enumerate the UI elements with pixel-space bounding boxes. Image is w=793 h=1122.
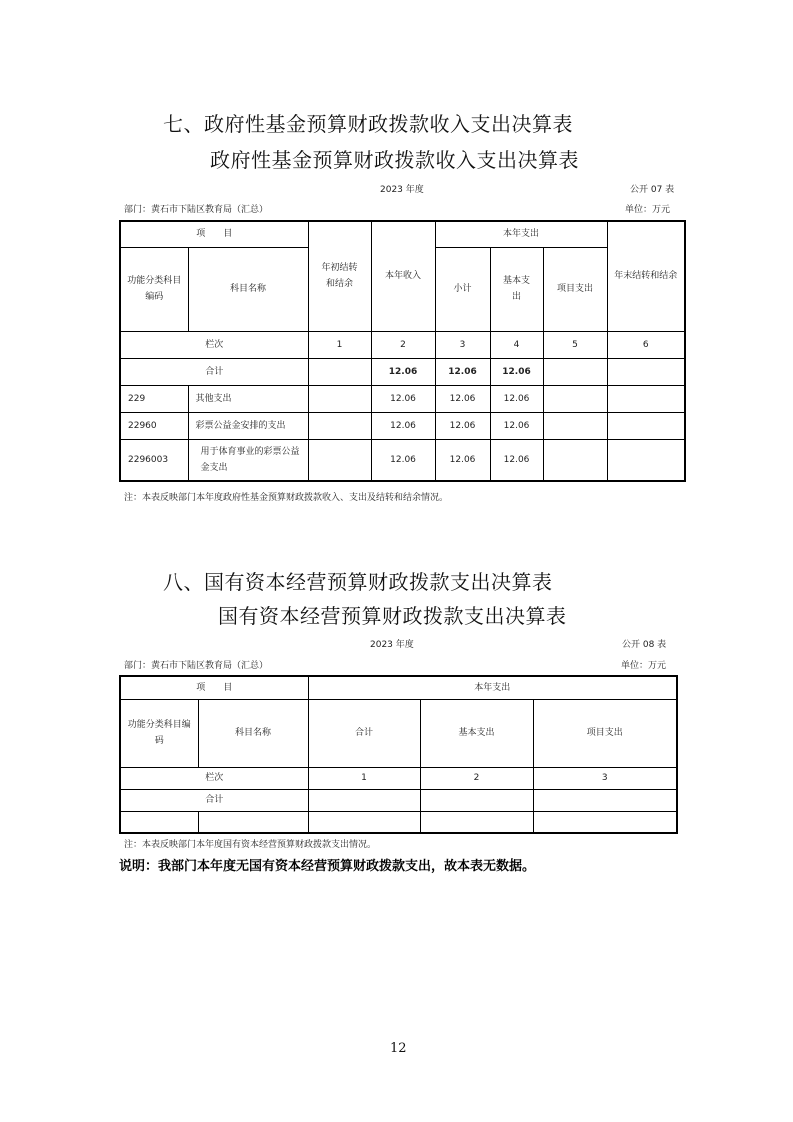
row-code: 229 [120, 385, 188, 412]
row-begin [308, 439, 371, 481]
col-row-label: 栏次 [120, 767, 308, 789]
row-code: 22960 [120, 412, 188, 439]
row-income: 12.06 [371, 412, 435, 439]
row-end [607, 439, 685, 481]
row-subtotal: 12.06 [435, 412, 490, 439]
section8-form-no: 公开 08 表 [622, 640, 667, 650]
header-item: 项 目 [120, 221, 308, 247]
header-end-balance: 年末结转和结余 [607, 221, 685, 331]
section7-heading: 七、政府性基金预算财政拨款收入支出决算表 [163, 112, 573, 136]
header-subject-name: 科目名称 [188, 247, 308, 331]
total-end [607, 358, 685, 385]
row-basic: 12.06 [490, 439, 543, 481]
col-6: 6 [607, 331, 685, 358]
header-begin-balance: 年初结转和结余 [308, 221, 371, 331]
header-income: 本年收入 [371, 221, 435, 331]
table-row [120, 439, 685, 481]
total-label: 合计 [120, 789, 308, 811]
total-project [543, 358, 607, 385]
col-2: 2 [420, 767, 533, 789]
section7-unit: 单位：万元 [625, 205, 671, 215]
header-item: 项 目 [120, 676, 308, 699]
table-row [120, 385, 685, 412]
section7-dept: 部门：黄石市下陆区教育局（汇总） [124, 205, 269, 215]
row-basic: 12.06 [490, 385, 543, 412]
section8-year: 2023 年度 [370, 640, 414, 650]
section7-note: 注：本表反映部门本年度政府性基金预算财政拨款收入、支出及结转和结余情况。 [124, 493, 449, 503]
col-1: 1 [308, 767, 420, 789]
empty-cell [198, 811, 308, 833]
header-basic: 基本支出 [420, 699, 533, 767]
row-name: 其他支出 [188, 385, 308, 412]
section8-table-title: 国有资本经营预算财政拨款支出决算表 [218, 604, 567, 628]
header-project: 项目支出 [543, 247, 607, 331]
row-project [543, 439, 607, 481]
section7-year: 2023 年度 [380, 185, 424, 195]
total-project [533, 789, 677, 811]
row-begin [308, 412, 371, 439]
total-subtotal: 12.06 [435, 358, 490, 385]
col-row-label: 栏次 [120, 331, 308, 358]
col-5: 5 [543, 331, 607, 358]
row-project [543, 412, 607, 439]
col-2: 2 [371, 331, 435, 358]
section8-note: 注：本表反映部门本年度国有资本经营预算财政拨款支出情况。 [124, 840, 377, 850]
total-basic: 12.06 [490, 358, 543, 385]
header-subtotal: 小计 [435, 247, 490, 331]
section8-dept: 部门：黄石市下陆区教育局（汇总） [124, 661, 269, 671]
header-expense: 本年支出 [308, 676, 677, 699]
empty-cell [533, 811, 677, 833]
empty-cell [120, 811, 198, 833]
col-4: 4 [490, 331, 543, 358]
row-begin [308, 385, 371, 412]
header-func-code: 功能分类科目编码 [120, 247, 188, 331]
empty-cell [308, 811, 420, 833]
row-name: 彩票公益金安排的支出 [188, 412, 308, 439]
row-code: 2296003 [120, 439, 188, 481]
table-row [120, 412, 685, 439]
header-project: 项目支出 [533, 699, 677, 767]
total-income: 12.06 [371, 358, 435, 385]
section7-table [119, 220, 686, 482]
header-expense: 本年支出 [435, 221, 607, 247]
header-total: 合计 [308, 699, 420, 767]
header-func-code: 功能分类科目编码 [120, 699, 198, 767]
col-3: 3 [533, 767, 677, 789]
col-3: 3 [435, 331, 490, 358]
empty-cell [420, 811, 533, 833]
row-end [607, 412, 685, 439]
row-income: 12.06 [371, 439, 435, 481]
row-name: 用于体育事业的彩票公益金支出 [188, 439, 308, 481]
section7-table-title: 政府性基金预算财政拨款收入支出决算表 [210, 148, 579, 172]
total-begin [308, 358, 371, 385]
table-row [120, 811, 677, 833]
page-number: 12 [390, 1041, 407, 1056]
total-value [308, 789, 420, 811]
col-1: 1 [308, 331, 371, 358]
section8-unit: 单位：万元 [621, 661, 667, 671]
row-project [543, 385, 607, 412]
section8-table [119, 675, 678, 834]
row-basic: 12.06 [490, 412, 543, 439]
section8-heading: 八、国有资本经营预算财政拨款支出决算表 [163, 570, 553, 594]
total-label: 合计 [120, 358, 308, 385]
row-subtotal: 12.06 [435, 385, 490, 412]
header-basic: 基本支出 [490, 247, 543, 331]
row-end [607, 385, 685, 412]
total-basic [420, 789, 533, 811]
row-subtotal: 12.06 [435, 439, 490, 481]
row-income: 12.06 [371, 385, 435, 412]
section7-form-no: 公开 07 表 [630, 185, 675, 195]
section8-remark: 说明：我部门本年度无国有资本经营预算财政拨款支出，故本表无数据。 [119, 859, 536, 874]
header-subject-name: 科目名称 [198, 699, 308, 767]
